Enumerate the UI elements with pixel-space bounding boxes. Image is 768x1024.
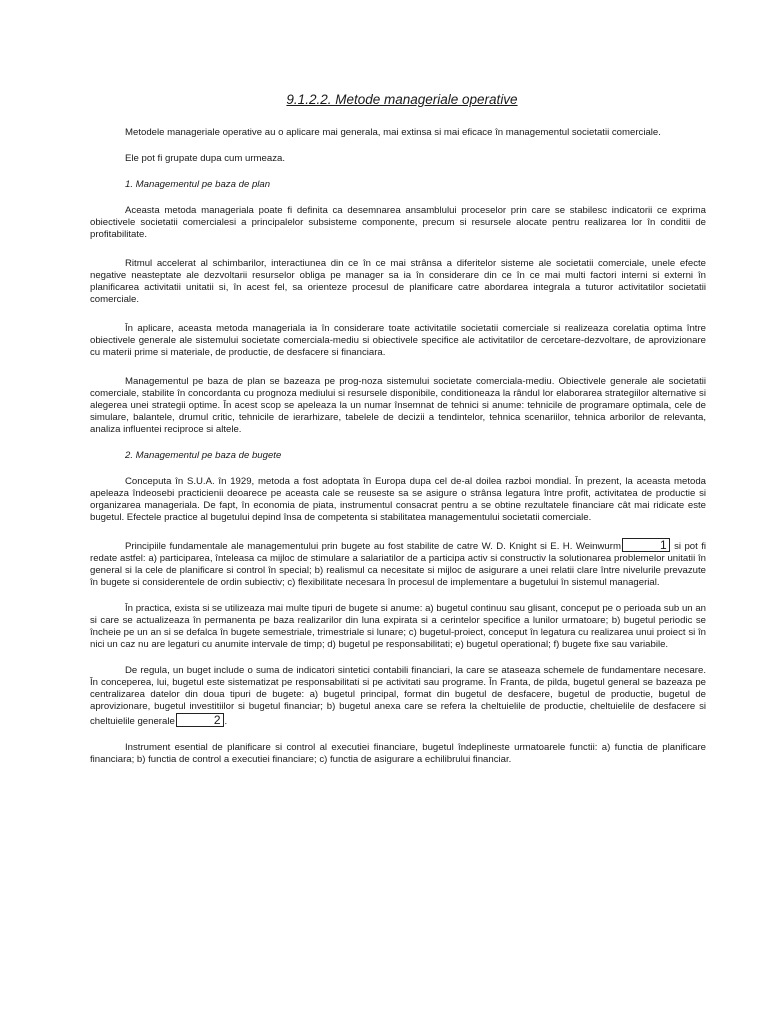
budget-paragraph-2-text: Principiile fundamentale ale managementului prin bugete au fost stabilite de catre W. D. Knight si E. H. Weinwurm [125,541,621,552]
plan-paragraph-2: Ritmul accelerat al schimbarilor, interactiunea din ce în ce mai strânsa a diferitelor sisteme ale societatii comerciale, unele efecte negative neasteptate ale dezvoltarii resurselor obliga pe manager sa ia în considerare din ce în ce mai multi factori interni si externi în planificarea activitatii unitatii si, în acest fel, sa orienteze procesul de planificare catre abordarea integrala a tuturor activitatilor societatii comerciale. [90,258,706,305]
budget-paragraph-5: Instrument esential de planificare si control al executiei financiare, bugetul îndeplineste urmatoarele functii: a) functia de planificare financiara; b) functia de control a executiei financiare; c) functia de asigurare a echilibrului financiar. [90,742,706,765]
intro-paragraph: Metodele manageriale operative au o aplicare mai generala, mai extinsa si mai eficace în managementul societatii comerciale. [125,127,661,138]
section-heading-plan: 1. Managementul pe baza de plan [125,179,271,190]
plan-paragraph-4: Managementul pe baza de plan se bazeaza pe prog-noza sistemului societate comerciala-mediu. Obiectivele generale ale societatii comerciale, stabilite în concordanta cu prognoza mediului si resursele disponibile, conditioneaza la rândul lor elaborarea strategiilor alternative si alegerea unei strategii optime. În acest scop se apeleaza la un numar însemnat de tehnici si anume: tehnicile de programare optimala, cele de simulare, balantele, drumul critic, tehnicile de ierarhizare, tabelele de decizii a tendintelor, tehnica scenariilor, tehnica arborilor de relevanta, analiza influentei reciproce si altele. [90,376,706,435]
section-heading-budget: 2. Managementul pe baza de bugete [125,450,282,461]
budget-paragraph-4 [90,665,706,728]
page-title: 9.1.2.2. Metode manageriale operative [286,92,518,107]
budget-paragraph-4-text-cont: . [224,716,228,727]
budget-paragraph-1: Conceputa în S.U.A. în 1929, metoda a fost adoptata în Europa dupa cel de-al doilea razboi mondial. În prezent, la aceasta metoda apeleaza îndeosebi practicienii deoarece pe aceasta cale se reuseste sa se asigure o strânsa legatura între profit, activitatea de productie si organizarea manageriala. De fapt, în economia de piata, instrumentul consacrat pentru a se obtine rezultatele financiare cât mai ridicate este bugetul. Efectele practice al bugetului depind însa de competenta si stabilitatea managementului societatii comerciale. [90,476,706,523]
grouping-paragraph: Ele pot fi grupate dupa cum urmeaza. [125,153,285,164]
footnote-ref-2[interactable]: 2 [176,713,224,727]
plan-paragraph-3: În aplicare, aceasta metoda manageriala ia în considerare toate activitatile societatii comerciale si realizeaza corelatia optima între obiectivele generale ale sistemului societate comerciala-mediu si obiectivele specifice ale activitatilor de cercetare-dezvoltare, de aprovizionare cu materii prime si materiale, de productie, de desfacere si financiara. [90,323,706,358]
plan-paragraph-1: Aceasta metoda manageriala poate fi definita ca desemnarea ansamblului proceselor prin care se stabilesc indicatorii ce exprima obiectivele societatii comercialesi a principalelor subsisteme componente, precum si resursele alocate pentru realizarea lor în conditii de profitabilitate. [90,205,706,240]
budget-paragraph-4-text: De regula, un buget include o suma de indicatori sintetici contabili financiari, la care se ataseaza schemele de fundamentare necesare. În conceperea, lui, bugetul este sistematizat pe responsabilitati si pe activitati sau programe. În Franta, de pilda, bugetul general se bazeaza pe centralizarea datelor din doua tipuri de bugete: a) bugetul principal, format din bugetul de desfacere, bugetul de productie, bugetul de aprovizionare, bugetul investitiilor si bugetul financiar; b) bugetul anexa care se refera la cheltuielile de productie, cheltuielile de desfacere si cheltuielile generale [90,665,706,727]
budget-paragraph-2 [90,538,706,589]
budget-paragraph-2-text-cont: si pot fi redate astfel: a) participarea, înteleasa ca mijloc de stimulare a salariatilor de a participa activ si constructiv la solutionarea problemelor unitatii în general si la cele de planificare si control în special; b) realismul ca necesitate si mijloc de asigurare a unei relatii clare între nivelurile prevazute în bugete si considerentele de ordin subiectiv; c) flexibilitate necesara în procesul de implementare a bugetului în sistemul managerial. [90,541,707,588]
budget-paragraph-3: În practica, exista si se utilizeaza mai multe tipuri de bugete si anume: a) bugetul continuu sau glisant, conceput pe o perioada sub un an si care se actualizeaza în permanenta pe baza realizarilor din luna expirata si a cerintelor specifice a lunilor urmatoare; b) bugetul periodic se încheie pe un an si se defalca în bugete semestriale, trimestriale si lunare; c) bugetul-proiect, conceput în legatura cu realizarea unui proiect si în nici un caz nu are legaturi cu anumite intervale de timp; d) bugetul pe responsabilitati; e) bugetul operational; f) bugete fixe sau variabile. [90,603,706,650]
footnote-ref-1[interactable]: 1 [622,538,670,552]
